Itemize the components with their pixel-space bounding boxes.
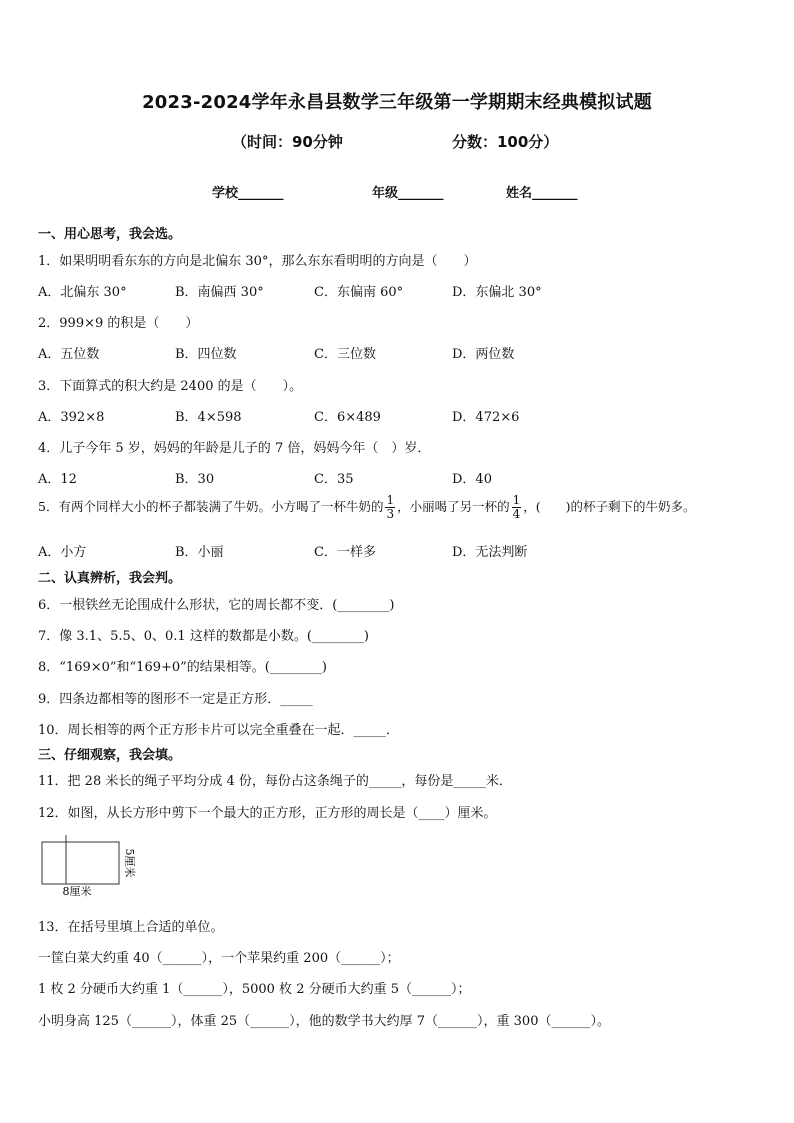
rectangle-figure [36, 834, 136, 900]
q5-option-a: A．小方 [38, 545, 87, 560]
question-4: 4．儿子今年 5 岁，妈妈的年龄是儿子的 7 倍，妈妈今年（ ）岁． [38, 441, 431, 456]
q4-option-d: D．40 [452, 472, 492, 487]
q1-option-d: D．东偏北 30° [452, 285, 542, 300]
fraction-denominator: 3 [386, 507, 395, 521]
q5-option-c: C．一样多 [314, 545, 376, 560]
question-13: 13．在括号里填上合适的单位。 [38, 920, 224, 935]
section-heading-1: 一、用心思考，我会选。 [38, 227, 182, 242]
q5-text-c: ，( )的杯子剩下的牛奶多。 [523, 499, 696, 514]
fraction-one-quarter [512, 494, 522, 521]
question-13-line-1: 一筐白菜大约重 40（______），一个苹果约重 200（______）； [38, 951, 400, 966]
q3-option-a: A．392×8 [38, 410, 105, 425]
fraction-numerator: 1 [386, 493, 395, 507]
question-11: 11．把 28 米长的绳子平均分成 4 份，每份占这条绳子的_____，每份是_____米． [38, 774, 512, 789]
question-8: 8．“169×0”和“169+0”的结果相等。(________) [38, 660, 327, 675]
q5-option-b: B．小丽 [175, 545, 224, 560]
grade-field: 年级_______ [372, 186, 444, 201]
q4-option-a: A．12 [38, 472, 77, 487]
section-heading-2: 二、认真辨析，我会判。 [38, 571, 182, 586]
q1-option-a: A．北偏东 30° [38, 285, 127, 300]
question-3: 3．下面算式的积大约是 2400 的是（ ）。 [38, 379, 303, 394]
question-7: 7．像 3.1、5.5、0、0.1 这样的数都是小数。(________) [38, 629, 369, 644]
fraction-denominator: 4 [512, 507, 521, 521]
q5-option-d: D．无法判断 [452, 545, 528, 560]
q2-option-d: D．两位数 [452, 347, 515, 362]
section-heading-3: 三、仔细观察，我会填。 [38, 748, 182, 763]
q1-option-b: B．南偏西 30° [175, 285, 264, 300]
q3-option-c: C．6×489 [314, 410, 381, 425]
q3-option-b: B．4×598 [175, 410, 242, 425]
question-5 [38, 494, 696, 521]
name-field: 姓名_______ [506, 186, 578, 201]
q2-option-b: B．四位数 [175, 347, 237, 362]
school-field: 学校_______ [212, 186, 284, 201]
q4-option-c: C．35 [314, 472, 354, 487]
exam-time: （时间：90分钟 [232, 133, 343, 151]
q1-option-c: C．东偏南 60° [314, 285, 404, 300]
q4-option-b: B．30 [175, 472, 215, 487]
fraction-one-third [385, 494, 395, 521]
question-9: 9．四条边都相等的图形不一定是正方形．_____ [38, 692, 313, 707]
question-13-line-2: 1 枚 2 分硬币大约重 1（______），5000 枚 2 分硬币大约重 5（______）； [38, 982, 471, 997]
question-12: 12．如图，从长方形中剪下一个最大的正方形，正方形的周长是（____）厘米。 [38, 806, 497, 821]
question-10: 10．周长相等的两个正方形卡片可以完全重叠在一起．_____． [38, 723, 400, 738]
q3-option-d: D．472×6 [452, 410, 520, 425]
question-6: 6．一根铁丝无论围成什么形状，它的周长都不变．(________) [38, 598, 395, 613]
q2-option-c: C．三位数 [314, 347, 376, 362]
bottom-length-label: 8厘米 [62, 885, 92, 898]
fraction-numerator: 1 [512, 493, 521, 507]
q5-text-b: ，小丽喝了另一杯的 [397, 499, 510, 514]
question-2: 2．999×9 的积是（ ） [38, 316, 199, 331]
side-length-label: 5厘米 [123, 848, 136, 878]
rectangle-outline [42, 842, 119, 884]
q2-option-a: A．五位数 [38, 347, 100, 362]
exam-score: 分数：100分） [452, 133, 559, 151]
page-title: 2023-2024学年永昌县数学三年级第一学期期末经典模拟试题 [142, 92, 652, 113]
question-13-line-3: 小明身高 125（______），体重 25（______），他的数学书大约厚 7（______），重 300（______）。 [38, 1014, 610, 1029]
question-1: 1．如果明明看东东的方向是北偏东 30°，那么东东看明明的方向是（ ） [38, 254, 477, 269]
q5-text-a: 5．有两个同样大小的杯子都装满了牛奶。小方喝了一杯牛奶的 [38, 499, 384, 514]
